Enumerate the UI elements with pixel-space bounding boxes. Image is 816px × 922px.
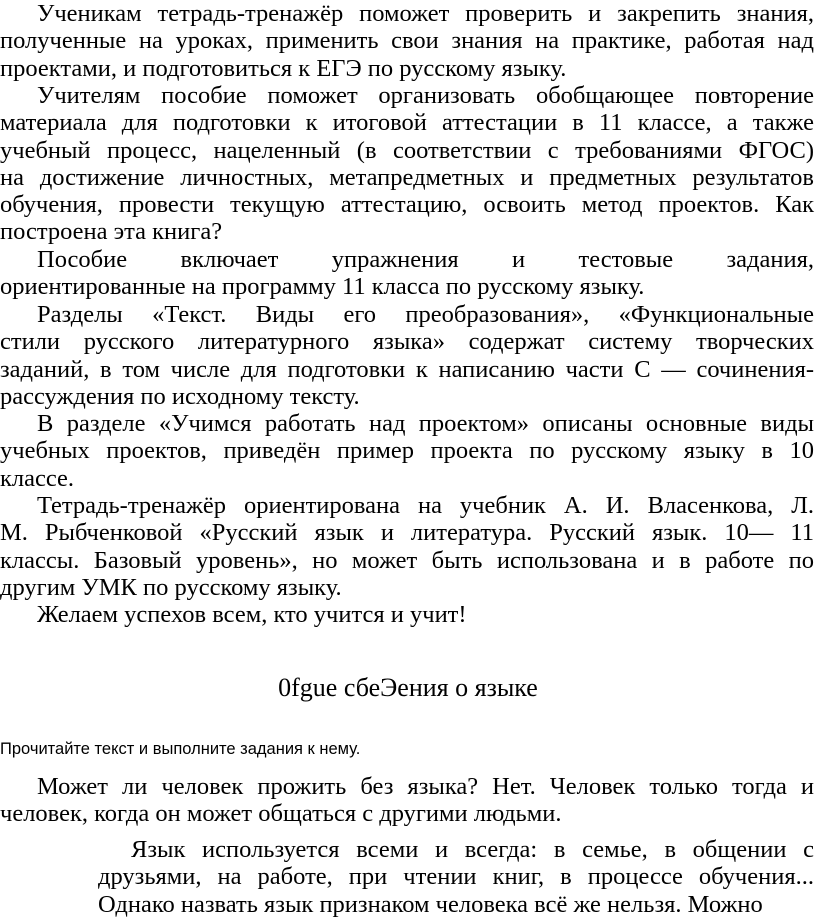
text-line: М. Рыбченковой «Русский язык и литература. Русский язык. 10— 11 <box>0 519 814 547</box>
section-title: 0fgue сбеЭения о языке <box>278 673 538 702</box>
text-line: проектами, и подготовиться к ЕГЭ по русскому языку. <box>0 54 567 82</box>
text-line: В разделе «Учимся работать над проектом» описаны основные виды <box>37 410 814 437</box>
text-line: материала для подготовки к итоговой аттестации в 11 классе, а также <box>0 109 814 137</box>
text-line: Однако назвать язык признаком человека всё же нельзя. Можно <box>98 890 763 918</box>
text-paragraph-usage <box>98 836 816 918</box>
text-line: Учителям пособие поможет организовать обобщающее повторение <box>37 82 814 109</box>
text-line: заданий, в том числе для подготовки к написанию части С — сочинения- <box>0 355 814 383</box>
text-line: другим УМК по русскому языку. <box>0 573 342 601</box>
text-line: рассуждения по исходному тексту. <box>0 382 360 410</box>
text-line: Желаем успехов всем, кто учится и учит! <box>37 601 467 628</box>
text-line: обучения, провести текущую аттестацию, освоить метод проектов. Как <box>0 191 814 219</box>
text-line: друзьями, на работе, при чтении книг, в процессе обучения... <box>98 863 814 891</box>
text-line: Пособие включает упражнения и тестовые задания, <box>37 246 814 273</box>
text-line: полученные на уроках, применить свои знания на практике, работая над <box>0 27 814 55</box>
text-line: построена эта книга? <box>0 218 223 246</box>
text-line: Может ли человек прожить без языка? Нет. Человек только тогда и <box>37 773 814 800</box>
text-line: человек, когда он может общаться с другими людьми. <box>0 800 562 828</box>
text-line: классе. <box>0 464 75 492</box>
text-line: Ученикам тетрадь-тренажёр поможет проверить и закрепить знания, <box>37 0 814 27</box>
text-line: Язык используется всеми и всегда: в семье, в общении с <box>131 836 814 863</box>
paragraph-projects <box>0 410 816 492</box>
text-line: стили русского литературного языка» содержат систему творческих <box>0 328 814 356</box>
text-line: учебных проектов, приведён пример проекта по русскому языку в 10 <box>0 437 814 465</box>
text-line: на достижение личностных, метапредметных и предметных результатов <box>0 163 814 191</box>
paragraph-teachers <box>0 82 816 246</box>
paragraph-wishes <box>0 601 816 628</box>
task-instruction: Прочитайте текст и выполните задания к нему. <box>0 740 361 758</box>
text-line: Тетрадь-тренажёр ориентирована на учебник А. И. Власенкова, Л. <box>37 492 814 519</box>
paragraph-students <box>0 0 816 82</box>
paragraph-manual-contents <box>0 246 816 301</box>
text-line: Разделы «Текст. Виды его преобразования», «Функциональные <box>37 301 814 328</box>
paragraph-sections <box>0 301 816 410</box>
text-line: классы. Базовый уровень», но может быть использована и в работе по <box>0 546 814 574</box>
text-line: учебный процесс, нацеленный (в соответствии с требованиями ФГОС) <box>0 136 814 164</box>
paragraph-textbook <box>0 492 816 601</box>
text-line: ориентированные на программу 11 класса по русскому языку. <box>0 273 645 301</box>
text-paragraph-language <box>0 773 816 828</box>
